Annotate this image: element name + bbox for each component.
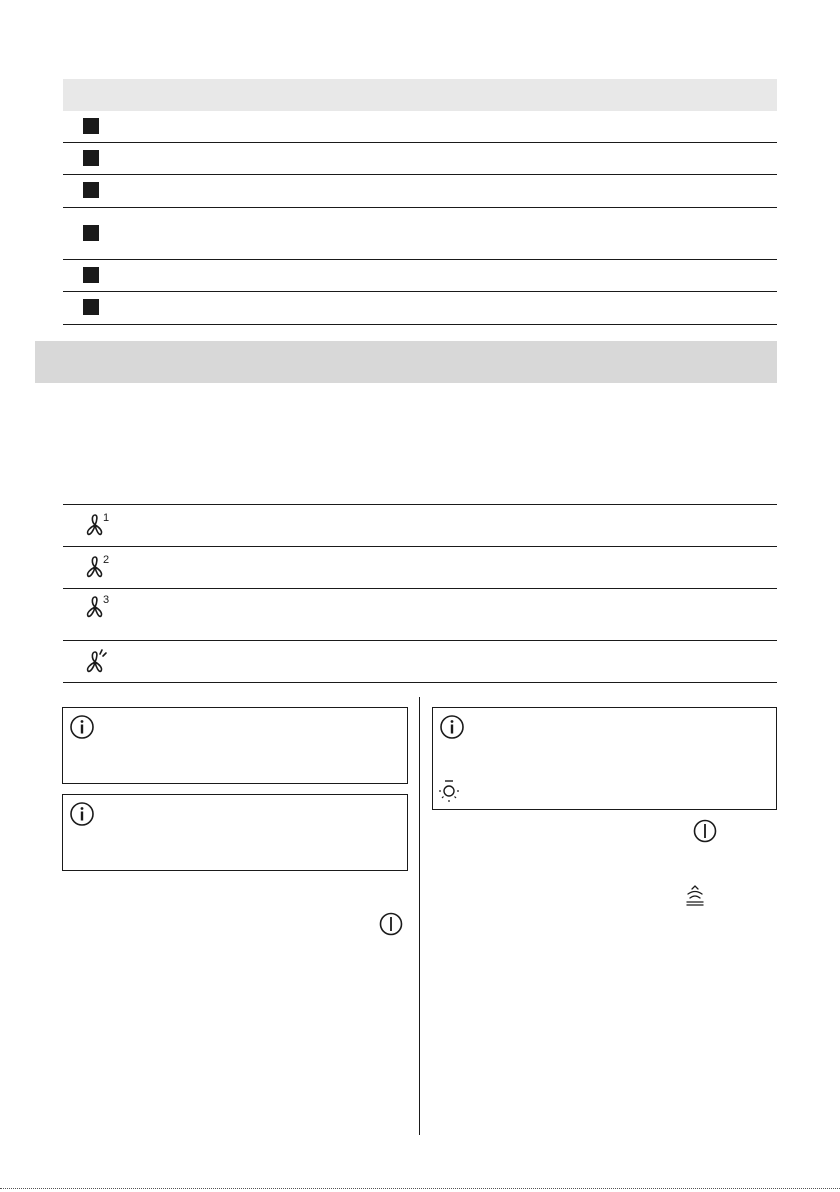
key-marker-square xyxy=(83,150,99,166)
info-icon xyxy=(439,714,465,745)
key-row-4 xyxy=(63,208,777,260)
fan-speed-1-icon xyxy=(83,511,113,539)
info-icon xyxy=(69,801,95,832)
info-box-left-1 xyxy=(62,707,408,784)
boost-fan-icon xyxy=(83,648,113,676)
hob2hood-icon xyxy=(684,885,706,912)
key-row-6 xyxy=(63,292,777,325)
info-icon xyxy=(69,714,95,745)
fan-level-number: 3 xyxy=(103,594,110,606)
power-icon xyxy=(692,818,718,849)
fan-row-boost xyxy=(63,641,777,683)
key-row-1 xyxy=(63,111,777,143)
key-marker-square xyxy=(83,118,99,134)
key-marker-square xyxy=(83,182,99,198)
fan-speed-2-icon xyxy=(83,553,113,581)
power-icon xyxy=(378,911,404,942)
fan-speed-3-icon xyxy=(83,593,113,621)
key-marker-square xyxy=(83,267,99,283)
fan-row-speed-2 xyxy=(63,547,777,589)
page-footer-rule xyxy=(0,1188,840,1189)
lamp-icon xyxy=(437,778,461,809)
column-divider xyxy=(419,697,420,1135)
key-row-2 xyxy=(63,143,777,175)
fan-row-speed-3 xyxy=(63,589,777,641)
info-box-left-2 xyxy=(62,794,408,871)
section-heading-band xyxy=(35,341,777,383)
key-marker-square xyxy=(83,225,99,241)
fan-level-number: 1 xyxy=(103,512,110,524)
fan-level-number: 2 xyxy=(103,554,110,566)
key-row-5 xyxy=(63,260,777,292)
key-marker-square xyxy=(83,299,99,315)
info-box-right xyxy=(432,707,777,810)
key-table-header xyxy=(63,79,777,111)
key-row-3 xyxy=(63,175,777,208)
fan-row-speed-1 xyxy=(63,505,777,547)
